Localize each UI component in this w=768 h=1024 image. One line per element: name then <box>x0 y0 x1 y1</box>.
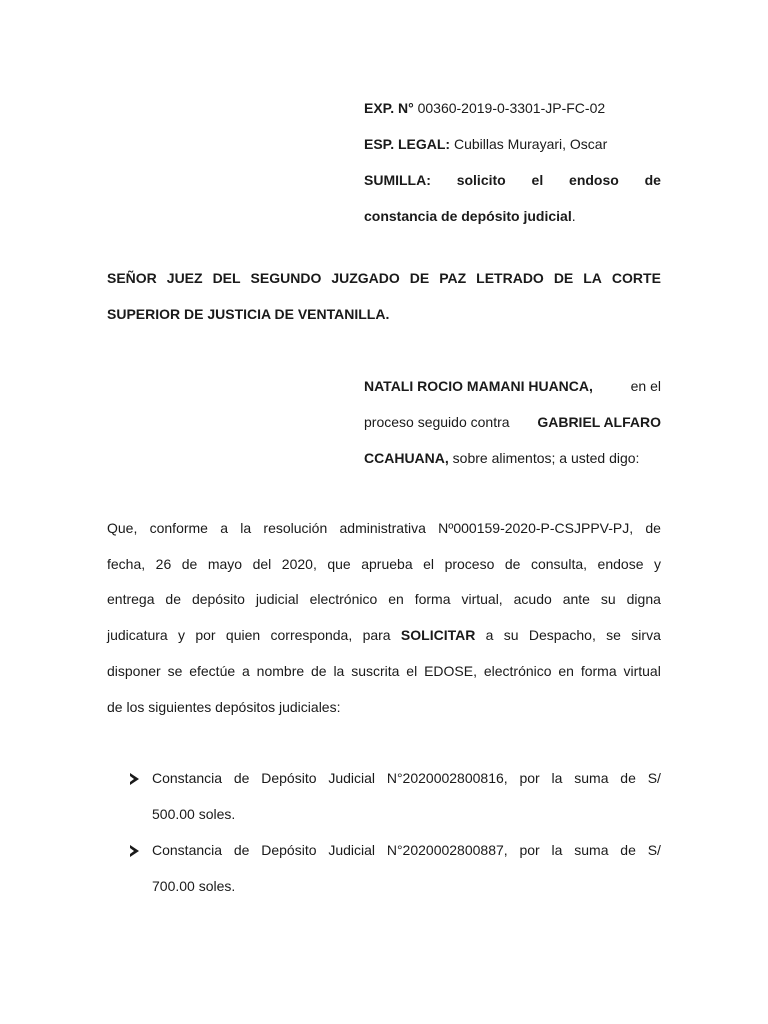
paragraph-word: forma <box>580 662 617 679</box>
paragraph-line <box>107 547 661 583</box>
addressee-word: JUEZ <box>166 270 203 286</box>
sumilla-line-1 <box>364 162 661 198</box>
addressee-line-2: SUPERIOR DE JUSTICIA DE VENTANILLA. <box>107 306 390 322</box>
addressee-word: DE <box>409 270 430 286</box>
deposit-word: S/ <box>647 770 661 786</box>
paragraph-word: 2020, <box>281 555 317 572</box>
sumilla-period: . <box>571 208 576 224</box>
case-number-value: 00360-2019-0-3301-JP-FC-02 <box>417 100 606 116</box>
deposit-word: de <box>620 842 636 858</box>
paragraph-word: ante <box>562 591 590 608</box>
deposit-word: de <box>620 770 636 786</box>
deposit-item <box>130 760 661 832</box>
paragraph-word: virtual, <box>461 591 503 608</box>
sumilla-word: de <box>644 172 661 188</box>
case-number-line <box>364 90 661 126</box>
sumilla-word: endoso <box>569 172 619 188</box>
sumilla-word: el <box>531 172 544 188</box>
deposit-word: Depósito <box>261 842 317 858</box>
paragraph-word: a <box>220 520 229 536</box>
paragraph-word: quien <box>225 627 261 644</box>
deposit-item-line-1 <box>152 760 661 796</box>
addressee-word: PAZ <box>439 270 467 286</box>
paragraph-word: en <box>558 662 574 679</box>
deposit-word: Judicial <box>328 770 376 786</box>
sumilla-subject: constancia de depósito judicial <box>364 208 572 224</box>
paragraph-word: de <box>311 662 327 679</box>
petitioner-line-1 <box>364 368 661 404</box>
paragraph-word: el <box>406 662 418 679</box>
legal-specialist-label: ESP. LEGAL: <box>364 136 451 152</box>
paragraph-word: a <box>242 662 250 679</box>
paragraph-word: nombre <box>256 662 305 679</box>
case-number-label: EXP. N° <box>364 100 414 116</box>
paragraph-word: efectúe <box>189 662 236 679</box>
paragraph-line <box>107 582 661 618</box>
paragraph-word: administrativa <box>339 520 426 536</box>
case-header <box>364 90 661 234</box>
paragraph-word: para <box>362 627 391 644</box>
deposit-word: por <box>519 770 540 786</box>
paragraph-word: de <box>165 591 181 608</box>
paragraph-word: EDOSE, <box>424 662 477 679</box>
paragraph-word: forma <box>414 591 451 608</box>
paragraph-line <box>107 618 661 654</box>
paragraph-word: electrónico <box>483 662 552 679</box>
paragraph-word: de <box>504 555 521 572</box>
paragraph-word: entrega <box>107 591 155 608</box>
paragraph-word: Nº000159-2020-P-CSJPPV-PJ, <box>438 520 634 536</box>
paragraph-word: corresponda, <box>270 627 353 644</box>
petitioner-intro <box>364 368 661 476</box>
paragraph-word: sirva <box>631 627 661 644</box>
paragraph-word: Despacho, <box>528 627 596 644</box>
deposit-word: suma <box>574 842 609 858</box>
paragraph-word: mayo <box>207 555 243 572</box>
addressee-word: SEÑOR <box>107 270 157 286</box>
deposit-item-line-1 <box>152 832 661 868</box>
petitioner-line-3 <box>364 440 661 476</box>
deposit-word: la <box>551 842 563 858</box>
paragraph-word: 26 <box>155 555 172 572</box>
paragraph-word: suscrita <box>351 662 400 679</box>
paragraph-word: que <box>327 555 351 572</box>
arrow-bullet-icon <box>130 773 139 785</box>
addressee-word: LETRADO <box>476 270 544 286</box>
addressee-word: DEL <box>212 270 241 286</box>
request-paragraph <box>107 511 661 725</box>
deposit-word: suma <box>574 770 609 786</box>
paragraph-word: depósito <box>191 591 245 608</box>
paragraph-word: se <box>167 662 183 679</box>
sumilla-line-2 <box>364 198 661 234</box>
deposit-list <box>130 760 661 904</box>
paragraph-word: resolución <box>263 520 328 536</box>
paragraph-word: digna <box>626 591 661 608</box>
addressee-word: DE <box>553 270 574 286</box>
deposit-word: de <box>233 770 250 786</box>
petitioner-connector: en el <box>630 378 661 394</box>
paragraph-word: consulta, <box>530 555 588 572</box>
arrow-bullet-icon <box>130 845 139 857</box>
petition-subject: sobre alimentos; a usted digo: <box>452 450 640 466</box>
petitioner-name: NATALI ROCIO MAMANI HUANCA, <box>364 378 593 394</box>
defendant-name-last: CCAHUANA, <box>364 450 449 466</box>
paragraph-word: endose <box>597 555 644 572</box>
addressee <box>107 260 661 332</box>
paragraph-word: aprueba <box>361 555 413 572</box>
addressee-word: JUZGADO <box>331 270 400 286</box>
addressee-word: SEGUNDO <box>250 270 322 286</box>
legal-specialist-line <box>364 126 661 162</box>
paragraph-line <box>107 654 661 690</box>
paragraph-word: la <box>333 662 345 679</box>
addressee-line-1 <box>107 260 661 296</box>
deposit-word: Depósito <box>261 770 317 786</box>
paragraph-word: SOLICITAR <box>400 627 476 644</box>
paragraph-word: judicial <box>255 591 299 608</box>
paragraph-word: disponer <box>107 662 161 679</box>
deposit-word: N°2020002800816, <box>386 770 508 786</box>
paragraph-word: proceso <box>444 555 495 572</box>
paragraph-word: de <box>181 555 198 572</box>
deposit-item <box>130 832 661 904</box>
legal-specialist-value: Cubillas Murayari, Oscar <box>453 136 608 152</box>
sumilla-word: solicito <box>456 172 506 188</box>
paragraph-word: virtual <box>623 662 661 679</box>
paragraph-word: fecha, <box>107 555 146 572</box>
petitioner-line-2 <box>364 404 661 440</box>
paragraph-word: del <box>252 555 272 572</box>
deposit-word: Constancia <box>152 770 223 786</box>
paragraph-word: electrónico <box>309 591 378 608</box>
deposit-word: N°2020002800887, <box>386 842 508 858</box>
deposit-word: la <box>551 770 563 786</box>
paragraph-word: acudo <box>513 591 552 608</box>
paragraph-word: la <box>240 520 252 536</box>
deposit-word: S/ <box>647 842 661 858</box>
process-against-text: proceso seguido contra <box>364 414 510 430</box>
deposit-amount: 700.00 soles. <box>152 878 236 894</box>
paragraph-word: Que, <box>107 520 138 536</box>
paragraph-word: el <box>423 555 435 572</box>
paragraph-word: de <box>645 520 661 536</box>
sumilla <box>364 162 661 234</box>
addressee-word: CORTE <box>611 270 661 286</box>
paragraph-word: su <box>600 591 616 608</box>
deposit-word: Judicial <box>328 842 376 858</box>
paragraph-word: se <box>606 627 621 644</box>
sumilla-label: SUMILLA: <box>364 172 431 188</box>
paragraph-word: en <box>388 591 404 608</box>
paragraph-word: conforme <box>149 520 208 536</box>
deposit-word: de <box>233 842 250 858</box>
addressee-word: LA <box>583 270 602 286</box>
deposit-word: Constancia <box>152 842 223 858</box>
paragraph-word: su <box>503 627 519 644</box>
paragraph-word: y <box>654 555 661 572</box>
deposit-word: por <box>519 842 540 858</box>
paragraph-word: por <box>195 627 216 644</box>
paragraph-word: y <box>178 627 186 644</box>
deposit-amount: 500.00 soles. <box>152 806 236 822</box>
paragraph-line <box>107 511 661 547</box>
paragraph-last-line: de los siguientes depósitos judiciales: <box>107 698 341 715</box>
paragraph-word: judicatura <box>107 627 168 644</box>
paragraph-word: a <box>485 627 494 644</box>
defendant-name-first: GABRIEL ALFARO <box>537 414 661 430</box>
